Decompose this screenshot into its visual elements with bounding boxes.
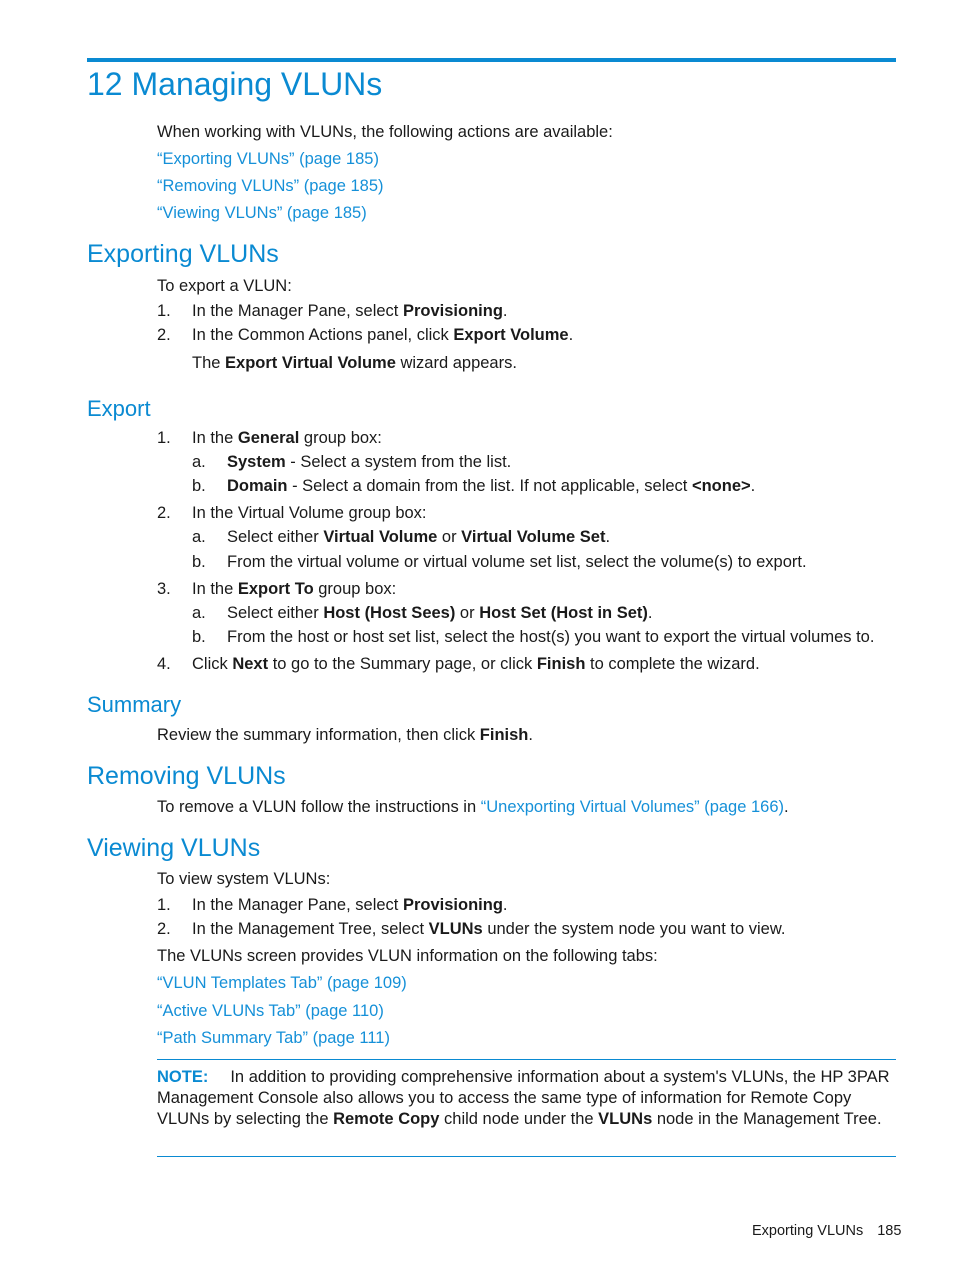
step-letter: a. — [192, 604, 206, 622]
step-text: - Select a system from the list. — [285, 453, 512, 471]
step-text: Select either — [227, 604, 324, 622]
step-text: . — [605, 528, 611, 546]
summary-bold: Finish — [479, 726, 529, 744]
step-letter: a. — [192, 528, 206, 546]
step-number: 1. — [157, 429, 171, 447]
step-text: or — [437, 528, 462, 546]
export-step-4 — [157, 655, 760, 674]
step-text: or — [455, 604, 480, 622]
step-bold: Next — [232, 655, 269, 673]
link-removing-vluns[interactable]: “Removing VLUNs” (page 185) — [157, 177, 384, 195]
viewing-step-2 — [157, 920, 785, 939]
step-text: In the Manager Pane, select — [192, 896, 403, 914]
step-bold: System — [227, 453, 286, 471]
export-step-1a — [192, 453, 511, 472]
note-text-pre: In addition to providing comprehensive information about a system's VLUNs, the HP 3PAR Management Console also allows you to access the same type of information for Remote Copy VLUNs by selecting the — [157, 1068, 890, 1128]
step-letter: b. — [192, 628, 206, 646]
footer-page-number: 185 — [877, 1223, 902, 1239]
step-text: group box: — [299, 429, 382, 447]
step-text: From the host or host set list, select the host(s) you want to export the virtual volumes to. — [227, 628, 875, 646]
note-label: NOTE: — [157, 1068, 209, 1086]
step-number: 1. — [157, 302, 171, 320]
summary-text-pre: Review the summary information, then click — [157, 726, 480, 744]
step-bold: Export To — [237, 580, 314, 598]
step-bold: <none> — [691, 477, 751, 495]
step-number: 3. — [157, 580, 171, 598]
step-number: 2. — [157, 920, 171, 938]
link-path-summary-tab[interactable]: “Path Summary Tab” (page 111) — [157, 1029, 390, 1047]
export-step-2a — [192, 528, 610, 547]
footer — [752, 1223, 901, 1239]
chapter-title: 12 Managing VLUNs — [87, 66, 383, 102]
summary-text-post: . — [528, 726, 533, 744]
step-text: In the Management Tree, select — [192, 920, 429, 938]
export-step-3 — [157, 580, 396, 599]
step-bold: Domain — [227, 477, 288, 495]
step-text: . — [502, 302, 508, 320]
export-step-2b — [192, 553, 807, 572]
step-text: In the — [192, 580, 238, 598]
step-number: 1. — [157, 896, 171, 914]
step-number: 2. — [157, 504, 171, 522]
step-bold: VLUNs — [428, 920, 483, 938]
note-bold-remote-copy: Remote Copy — [333, 1110, 440, 1128]
step-text: In the Manager Pane, select — [192, 302, 403, 320]
step-bold: Provisioning — [402, 302, 503, 320]
step-text: In the Common Actions panel, click — [192, 326, 454, 344]
note-text-mid: child node under the — [439, 1110, 599, 1128]
note-top-rule — [157, 1059, 896, 1060]
step-bold: General — [237, 429, 300, 447]
footer-section: Exporting VLUNs — [752, 1223, 864, 1239]
heading-exporting-vluns: Exporting VLUNs — [87, 240, 279, 268]
step-number: 4. — [157, 655, 171, 673]
summary-text — [157, 726, 533, 745]
step-bold: Finish — [536, 655, 586, 673]
step-letter: b. — [192, 477, 206, 495]
step-text: In the Virtual Volume group box: — [192, 504, 427, 522]
step-number: 2. — [157, 326, 171, 344]
exporting-step-1 — [157, 302, 508, 321]
export-step-1b — [192, 477, 755, 496]
removing-text — [157, 798, 789, 817]
step-bold: Virtual Volume — [323, 528, 438, 546]
export-step-3a — [192, 604, 652, 623]
exporting-lead: To export a VLUN: — [157, 277, 292, 295]
link-viewing-vluns[interactable]: “Viewing VLUNs” (page 185) — [157, 204, 367, 222]
step-text: Select either — [227, 528, 324, 546]
step-text: group box: — [313, 580, 397, 598]
heading-viewing-vluns: Viewing VLUNs — [87, 834, 261, 862]
step-text: . — [502, 896, 508, 914]
step-text: Click — [192, 655, 233, 673]
viewing-tabs-intro: The VLUNs screen provides VLUN information on the following tabs: — [157, 947, 658, 965]
removing-text-post: . — [784, 798, 789, 816]
heading-summary: Summary — [87, 692, 182, 717]
intro-text: When working with VLUNs, the following actions are available: — [157, 123, 613, 141]
step-text: From the virtual volume or virtual volume set list, select the volume(s) to export. — [227, 553, 807, 571]
result-text: The — [192, 354, 226, 372]
exporting-step-2 — [157, 326, 573, 345]
link-vlun-templates-tab[interactable]: “VLUN Templates Tab” (page 109) — [157, 974, 407, 992]
heading-export: Export — [87, 396, 151, 421]
step-text: In the — [192, 429, 238, 447]
step-text: - Select a domain from the list. If not applicable, select — [287, 477, 692, 495]
result-bold: Export Virtual Volume — [225, 354, 396, 372]
heading-removing-vluns: Removing VLUNs — [87, 762, 286, 790]
step-text: . — [568, 326, 574, 344]
step-bold: Export Volume — [453, 326, 569, 344]
step-bold: Provisioning — [402, 896, 503, 914]
link-exporting-vluns[interactable]: “Exporting VLUNs” (page 185) — [157, 150, 379, 168]
viewing-step-1 — [157, 896, 508, 915]
step-text: to complete the wizard. — [585, 655, 760, 673]
step-letter: b. — [192, 553, 206, 571]
step-text: . — [750, 477, 756, 495]
exporting-result — [192, 354, 517, 373]
link-active-vluns-tab[interactable]: “Active VLUNs Tab” (page 110) — [157, 1002, 384, 1020]
step-text: . — [647, 604, 653, 622]
export-step-1 — [157, 429, 382, 448]
export-step-3b — [192, 628, 874, 647]
removing-text-pre: To remove a VLUN follow the instructions in — [157, 798, 481, 816]
step-text: to go to the Summary page, or click — [268, 655, 537, 673]
note-bottom-rule — [157, 1156, 896, 1157]
result-text: wizard appears. — [395, 354, 517, 372]
note-box — [157, 1067, 899, 1130]
step-bold: Host Set (Host in Set) — [479, 604, 648, 622]
step-text: under the system node you want to view. — [482, 920, 786, 938]
note-text-post: node in the Management Tree. — [652, 1110, 882, 1128]
export-step-2 — [157, 504, 427, 523]
step-bold: Virtual Volume Set — [461, 528, 606, 546]
link-unexporting-virtual-volumes[interactable]: “Unexporting Virtual Volumes” (page 166) — [480, 798, 785, 816]
note-bold-vluns: VLUNs — [598, 1110, 653, 1128]
viewing-lead: To view system VLUNs: — [157, 870, 331, 888]
step-letter: a. — [192, 453, 206, 471]
chapter-rule — [87, 58, 896, 62]
step-bold: Host (Host Sees) — [323, 604, 456, 622]
